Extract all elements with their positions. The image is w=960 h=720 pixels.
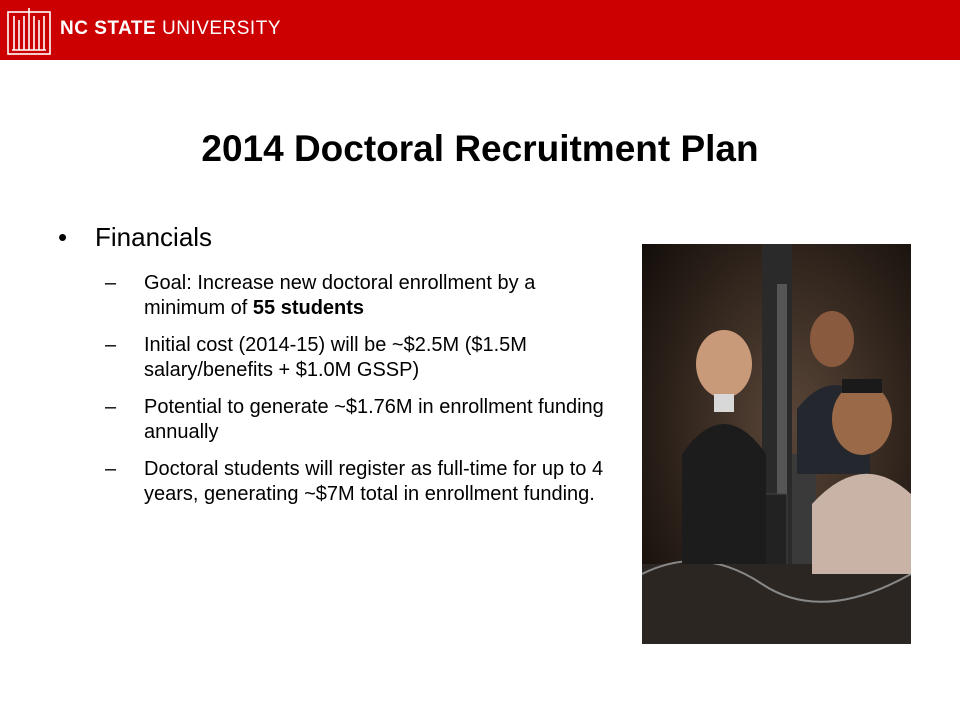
sub-bullet-text: Doctoral students will register as full-time for up to 4 years, generating ~$7M total in enrollment funding. bbox=[144, 458, 604, 505]
brand-bold: NC STATE bbox=[60, 18, 157, 39]
slide-content bbox=[58, 222, 618, 519]
dash-glyph: – bbox=[105, 272, 117, 294]
bullet-financials bbox=[58, 222, 618, 253]
dash-glyph: – bbox=[105, 334, 117, 356]
header-bar bbox=[0, 0, 960, 60]
brand-wordmark bbox=[60, 18, 281, 40]
bullet-glyph: • bbox=[58, 222, 68, 252]
sub-bullet-bold: 55 students bbox=[252, 297, 365, 319]
dash-glyph: – bbox=[105, 458, 117, 480]
dash-glyph: – bbox=[105, 396, 117, 418]
section-label: Financials bbox=[95, 222, 213, 252]
sub-bullet-goal bbox=[58, 271, 618, 321]
slide-title: 2014 Doctoral Recruitment Plan bbox=[201, 128, 759, 169]
sub-bullet-text: Potential to generate ~$1.76M in enrollment funding annually bbox=[144, 396, 604, 443]
sub-bullet-registration bbox=[58, 457, 618, 507]
brand-light: UNIVERSITY bbox=[161, 18, 281, 39]
sub-bullet-text: Initial cost (2014-15) will be ~$2.5M ($1.5M salary/benefits + $1.0M GSSP) bbox=[144, 334, 527, 381]
lab-photo bbox=[642, 244, 911, 644]
lab-photo-illustration bbox=[642, 244, 911, 644]
sub-bullet-cost bbox=[58, 333, 618, 383]
nc-state-logo-icon bbox=[6, 6, 52, 56]
sub-bullet-potential bbox=[58, 395, 618, 445]
sub-bullet-text: Goal: Increase new doctoral enrollment by a minimum of bbox=[144, 272, 536, 319]
